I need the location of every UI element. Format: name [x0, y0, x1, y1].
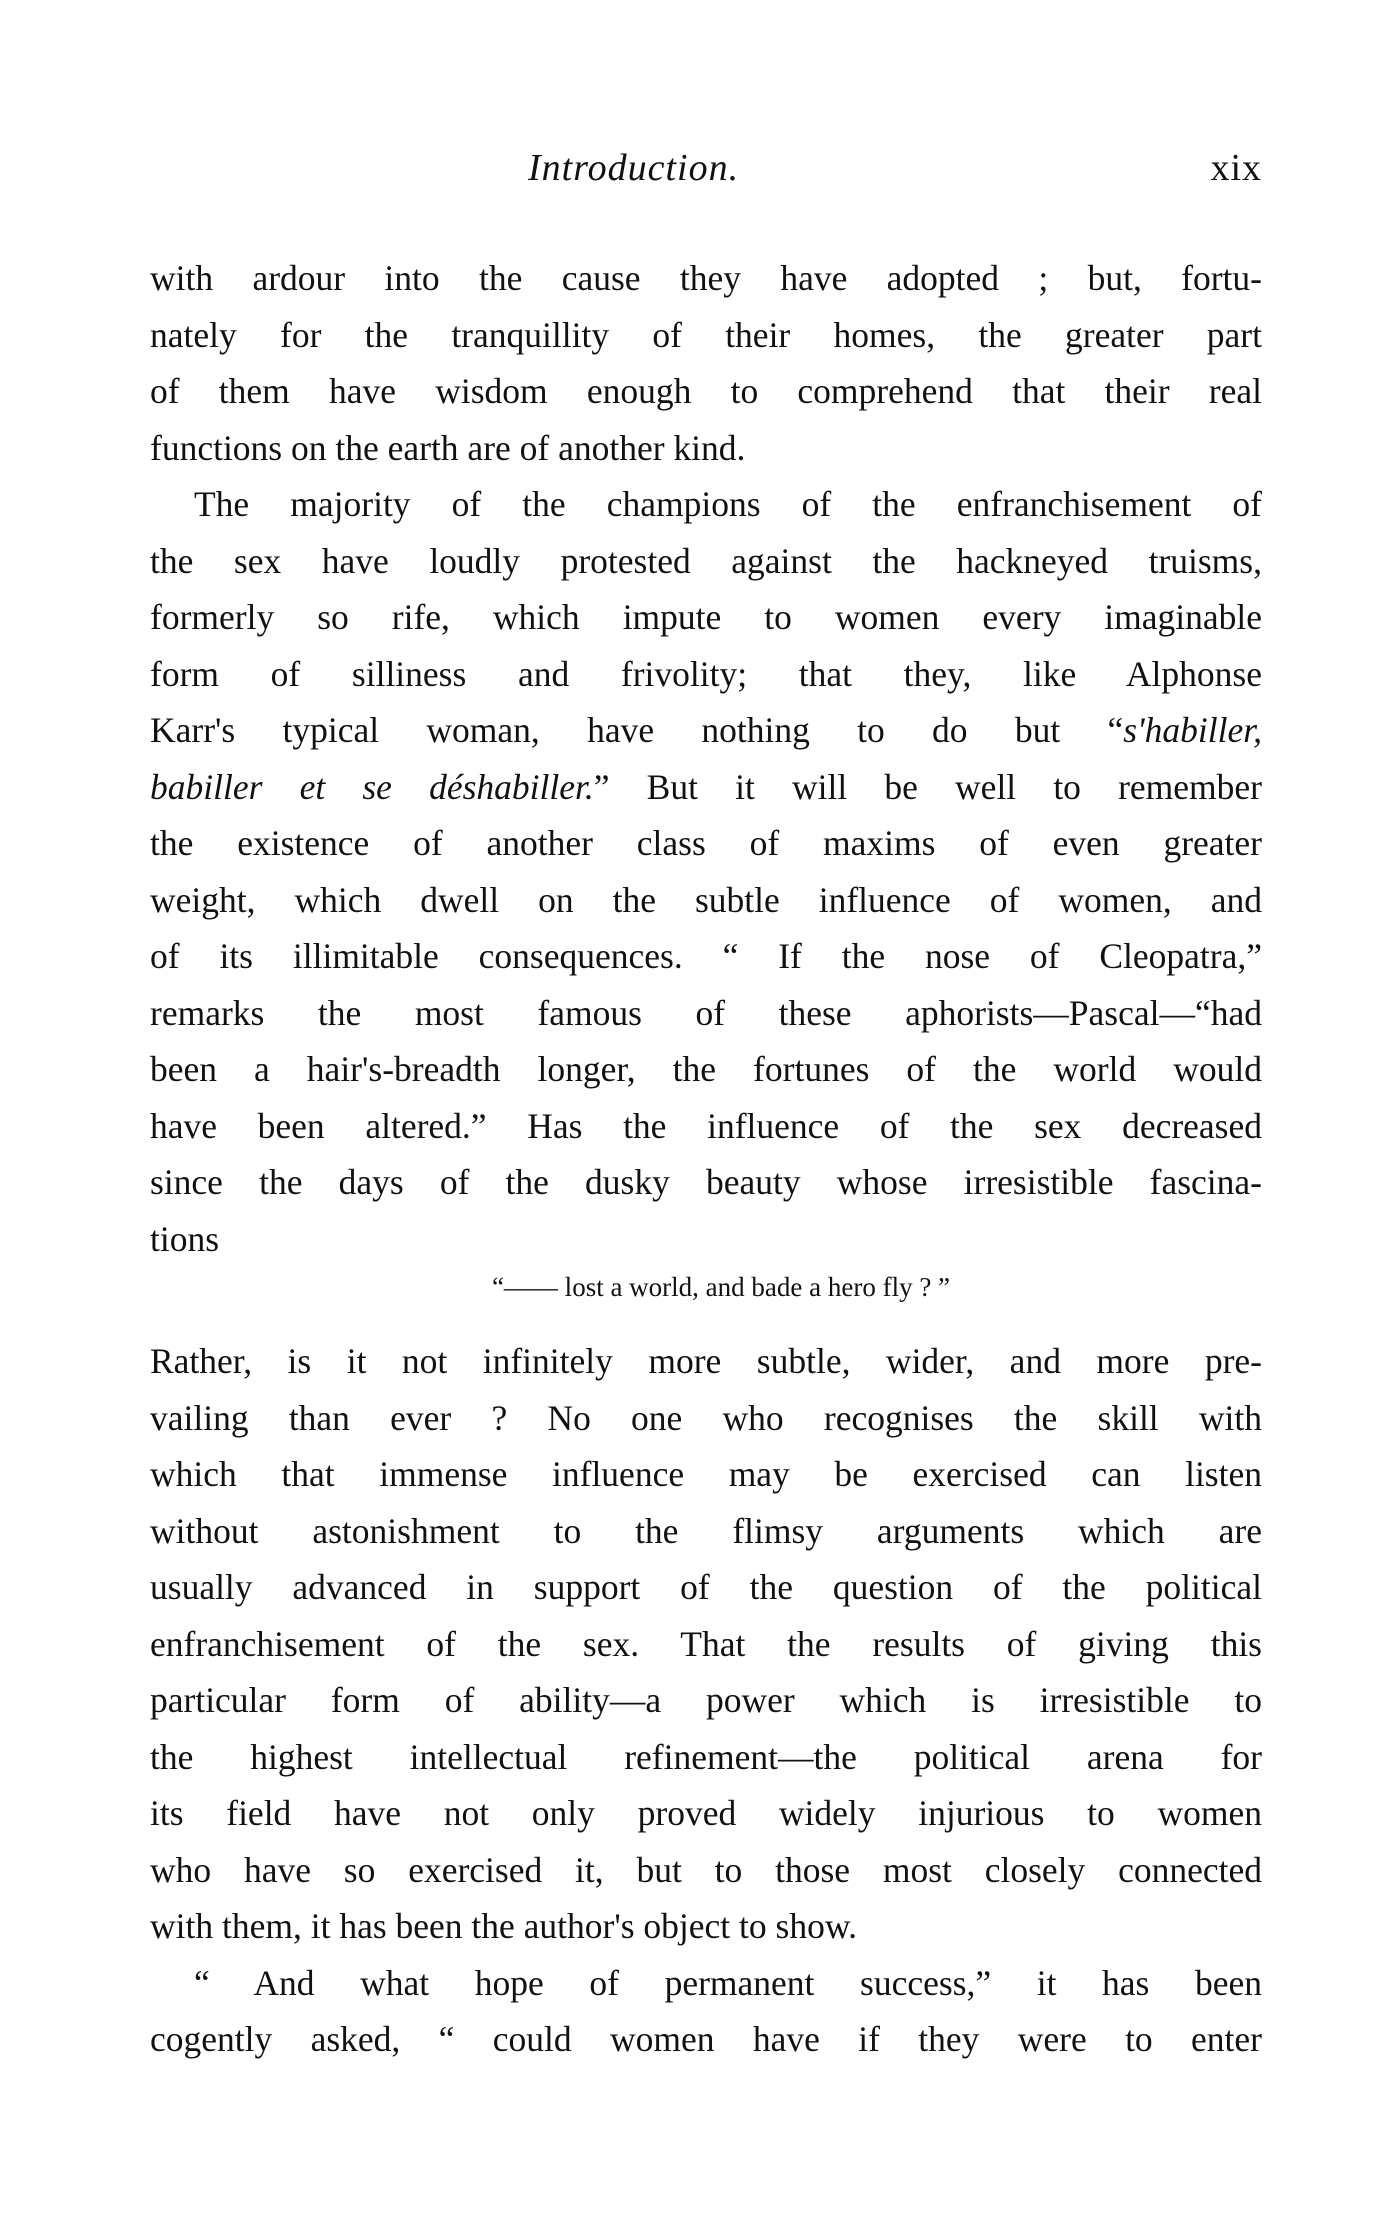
paragraph-4	[150, 1955, 1262, 2068]
text-line: of them have wisdom enough to comprehend that their real	[150, 371, 1262, 411]
italic-french-phrase: s'habiller,	[1123, 710, 1262, 750]
text-line: of its illimitable consequences. “ If the nose of Cleopatra,”	[150, 936, 1262, 976]
text-line: remarks the most famous of these aphorists—Pascal—“had	[150, 992, 1262, 1033]
text-line: with them, it has been the author's object to show.	[150, 1906, 858, 1946]
text-line: who have so exercised it, but to those most closely connected	[150, 1849, 1262, 1890]
text-fragment: Karr's typical woman, have nothing to do but “	[150, 710, 1124, 750]
paragraph-3	[150, 1333, 1262, 1955]
text-line-with-italic	[150, 702, 1262, 759]
text-line: “ And what hope of permanent success,” it has been	[194, 1962, 1262, 2003]
page-number: xix	[1210, 147, 1262, 189]
paragraph-1	[150, 250, 1262, 476]
text-line: formerly so rife, which impute to women every imaginable	[150, 597, 1262, 637]
text-line: have been altered.” Has the influence of the sex decreased	[150, 1105, 1262, 1146]
text-line: functions on the earth are of another kind.	[150, 427, 746, 468]
text-line: vailing than ever ? No one who recognises the skill with	[150, 1397, 1262, 1438]
text-line: its field have not only proved widely injurious to women	[150, 1793, 1262, 1833]
body-text	[150, 250, 1262, 2068]
text-line: since the days of the dusky beauty whose irresistible fascina-	[150, 1162, 1262, 1202]
text-line: form of silliness and frivolity; that they, like Alphonse	[150, 653, 1262, 694]
verse-quotation: “—— lost a world, and bade a hero fly ? ”	[491, 1272, 951, 1302]
text-line: been a hair's-breadth longer, the fortunes of the world would	[150, 1049, 1262, 1089]
italic-french-phrase: babiller et se déshabiller.	[150, 766, 594, 807]
text-line: the sex have loudly protested against the hackneyed truisms,	[150, 540, 1262, 581]
text-line: without astonishment to the flimsy arguments which are	[150, 1510, 1262, 1551]
running-head	[150, 146, 1262, 196]
text-line: cogently asked, “ could women have if they were to enter	[150, 2019, 1262, 2059]
text-line: the highest intellectual refinement—the political arena for	[150, 1736, 1262, 1777]
text-line: The majority of the champions of the enfranchisement of	[194, 484, 1262, 524]
text-line: the existence of another class of maxims of even greater	[150, 823, 1262, 863]
text-line: particular form of ability—a power which is irresistible to	[150, 1680, 1262, 1720]
text-line-with-italic	[150, 759, 1262, 816]
text-fragment: ” But it will be well to remember	[593, 766, 1262, 807]
text-line: weight, which dwell on the subtle influence of women, and	[150, 879, 1262, 920]
text-line: nately for the tranquillity of their homes, the greater part	[150, 314, 1262, 355]
paragraph-2	[150, 476, 1262, 1267]
text-line: usually advanced in support of the question of the political	[150, 1567, 1262, 1607]
text-line: tions	[150, 1218, 220, 1259]
text-line: with ardour into the cause they have adopted ; but, fortu-	[150, 258, 1262, 298]
running-head-title: Introduction.	[528, 147, 740, 189]
text-line: enfranchisement of the sex. That the results of giving this	[150, 1623, 1262, 1664]
text-line: Rather, is it not infinitely more subtle, wider, and more pre-	[150, 1341, 1262, 1381]
text-line: which that immense influence may be exercised can listen	[150, 1454, 1262, 1494]
